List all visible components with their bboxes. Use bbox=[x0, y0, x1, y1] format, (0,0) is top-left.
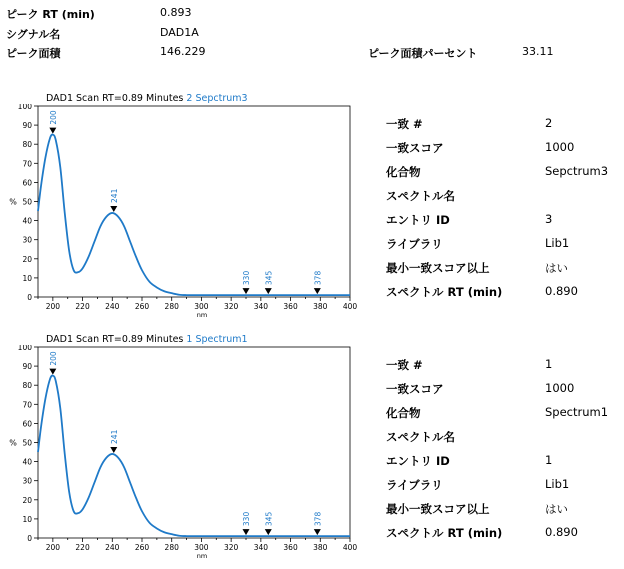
peak-rt-value: 0.893 bbox=[160, 6, 192, 19]
y-tick-label: 90 bbox=[22, 121, 32, 131]
peak-area-value: 146.229 bbox=[160, 45, 206, 58]
x-tick-label: 400 bbox=[342, 302, 358, 311]
y-tick-label: 10 bbox=[22, 514, 32, 524]
plot-frame bbox=[38, 106, 350, 297]
peak-rt-label: ピーク RT (min) bbox=[6, 8, 95, 21]
x-tick-label: 260 bbox=[134, 302, 150, 311]
spectrum-name-label: スペクトル名 bbox=[386, 189, 455, 203]
compound-value: Spectrum1 bbox=[545, 405, 609, 419]
min-score-met-value: はい bbox=[545, 261, 568, 275]
entry-id-label: エントリ ID bbox=[386, 213, 450, 227]
peak-label: 378 bbox=[313, 511, 323, 527]
library-entry: 1 Spectrum1 bbox=[186, 334, 248, 345]
min-score-met-label: 最小一致スコア以上 bbox=[386, 261, 490, 275]
scan-info: DAD1 Scan RT=0.89 Minutes bbox=[46, 93, 184, 104]
peak-label: 330 bbox=[242, 511, 251, 527]
peak-label: 330 bbox=[242, 270, 251, 286]
peak-marker bbox=[243, 529, 250, 535]
peak-marker bbox=[110, 206, 117, 212]
peak-marker bbox=[49, 369, 56, 375]
spectrum-chart bbox=[0, 104, 360, 326]
y-tick-label: 60 bbox=[22, 178, 32, 188]
y-tick-label: 70 bbox=[22, 400, 32, 410]
x-tick-label: 200 bbox=[45, 543, 61, 552]
y-tick-label: 30 bbox=[22, 476, 32, 486]
entry-id-value: 1 bbox=[545, 453, 553, 467]
peak-marker bbox=[49, 128, 56, 134]
compound-label: 化合物 bbox=[386, 165, 421, 179]
x-tick-label: 220 bbox=[75, 302, 90, 311]
signal-name-value: DAD1A bbox=[160, 26, 199, 39]
peak-area-label: ピーク面積 bbox=[6, 47, 61, 60]
x-tick-label: 380 bbox=[313, 302, 328, 311]
compound-value: Sepctrum3 bbox=[545, 164, 609, 178]
y-tick-label: 10 bbox=[22, 273, 32, 283]
match-score-value: 1000 bbox=[545, 140, 575, 154]
peak-label: 345 bbox=[264, 270, 274, 286]
library-entry: 2 Sepctrum3 bbox=[186, 93, 248, 104]
match-score-value: 1000 bbox=[545, 381, 575, 395]
scan-info: DAD1 Scan RT=0.89 Minutes bbox=[46, 334, 184, 345]
x-tick-label: 360 bbox=[283, 302, 298, 311]
spectrum-line bbox=[38, 376, 350, 537]
y-axis-label: % bbox=[9, 197, 17, 207]
x-tick-label: 340 bbox=[253, 302, 269, 311]
spectrum-panel-title bbox=[46, 334, 248, 345]
peak-label: 200 bbox=[48, 110, 58, 125]
match-number-label: 一致 # bbox=[386, 117, 423, 131]
spectrum-name-label: スペクトル名 bbox=[386, 430, 455, 444]
y-tick-label: 70 bbox=[22, 159, 32, 169]
peak-marker bbox=[243, 288, 250, 294]
x-tick-label: 340 bbox=[253, 543, 269, 552]
library-value: Lib1 bbox=[545, 477, 570, 491]
y-tick-label: 50 bbox=[22, 438, 32, 448]
match-number-value: 1 bbox=[545, 357, 553, 371]
min-score-met-label: 最小一致スコア以上 bbox=[386, 502, 490, 516]
peak-marker bbox=[314, 288, 321, 294]
match-score-label: 一致スコア bbox=[386, 141, 444, 155]
spectrum-rt-label: スペクトル RT (min) bbox=[386, 285, 503, 299]
x-axis-label: nm bbox=[196, 552, 208, 560]
peak-area-percent-label: ピーク面積パーセント bbox=[368, 47, 478, 60]
peak-label: 200 bbox=[48, 351, 58, 366]
y-tick-label: 20 bbox=[22, 495, 32, 505]
y-tick-label: 20 bbox=[22, 254, 32, 264]
x-tick-label: 300 bbox=[194, 543, 209, 552]
peak-label: 241 bbox=[109, 188, 119, 203]
x-tick-label: 240 bbox=[105, 543, 120, 552]
y-tick-label: 0 bbox=[27, 534, 32, 543]
library-label: ライブラリ bbox=[386, 237, 443, 251]
match-number-value: 2 bbox=[545, 116, 553, 130]
y-tick-label: 90 bbox=[22, 362, 32, 372]
spectrum-panel-title bbox=[46, 93, 248, 104]
y-tick-label: 0 bbox=[27, 293, 32, 302]
y-tick-label: 60 bbox=[22, 419, 32, 429]
x-tick-label: 320 bbox=[223, 302, 239, 311]
x-tick-label: 320 bbox=[223, 543, 239, 552]
peak-label: 241 bbox=[109, 429, 119, 444]
y-tick-label: 50 bbox=[22, 197, 32, 207]
spectrum-rt-label: スペクトル RT (min) bbox=[386, 526, 503, 540]
match-number-label: 一致 # bbox=[386, 358, 423, 372]
spectrum-line bbox=[38, 135, 350, 296]
x-tick-label: 400 bbox=[342, 543, 358, 552]
x-axis-label: nm bbox=[196, 311, 208, 319]
peak-label: 345 bbox=[264, 511, 274, 527]
peak-marker bbox=[110, 447, 117, 453]
spectrum-rt-value: 0.890 bbox=[545, 525, 578, 539]
peak-marker bbox=[265, 288, 272, 294]
entry-id-label: エントリ ID bbox=[386, 454, 450, 468]
spectrum-rt-value: 0.890 bbox=[545, 284, 578, 298]
x-tick-label: 200 bbox=[45, 302, 61, 311]
y-tick-label: 100 bbox=[17, 345, 32, 352]
y-tick-label: 100 bbox=[17, 104, 32, 111]
y-tick-label: 40 bbox=[22, 216, 32, 226]
peak-marker bbox=[314, 529, 321, 535]
min-score-met-value: はい bbox=[545, 502, 568, 516]
x-tick-label: 360 bbox=[283, 543, 298, 552]
x-tick-label: 280 bbox=[164, 302, 179, 311]
x-tick-label: 280 bbox=[164, 543, 179, 552]
x-tick-label: 260 bbox=[134, 543, 150, 552]
spectrum-chart bbox=[0, 345, 360, 567]
entry-id-value: 3 bbox=[545, 212, 553, 226]
match-score-label: 一致スコア bbox=[386, 382, 444, 396]
peak-label: 378 bbox=[313, 270, 323, 286]
plot-frame bbox=[38, 347, 350, 538]
peak-marker bbox=[265, 529, 272, 535]
x-tick-label: 300 bbox=[194, 302, 209, 311]
y-tick-label: 30 bbox=[22, 235, 32, 245]
y-tick-label: 40 bbox=[22, 457, 32, 467]
compound-label: 化合物 bbox=[386, 406, 421, 420]
y-tick-label: 80 bbox=[22, 140, 32, 150]
x-tick-label: 380 bbox=[313, 543, 328, 552]
library-label: ライブラリ bbox=[386, 478, 443, 492]
peak-area-percent-value: 33.11 bbox=[522, 45, 554, 58]
library-value: Lib1 bbox=[545, 236, 570, 250]
x-tick-label: 220 bbox=[75, 543, 90, 552]
x-tick-label: 240 bbox=[105, 302, 120, 311]
y-axis-label: % bbox=[9, 438, 17, 448]
y-tick-label: 80 bbox=[22, 381, 32, 391]
signal-name-label: シグナル名 bbox=[6, 28, 61, 41]
